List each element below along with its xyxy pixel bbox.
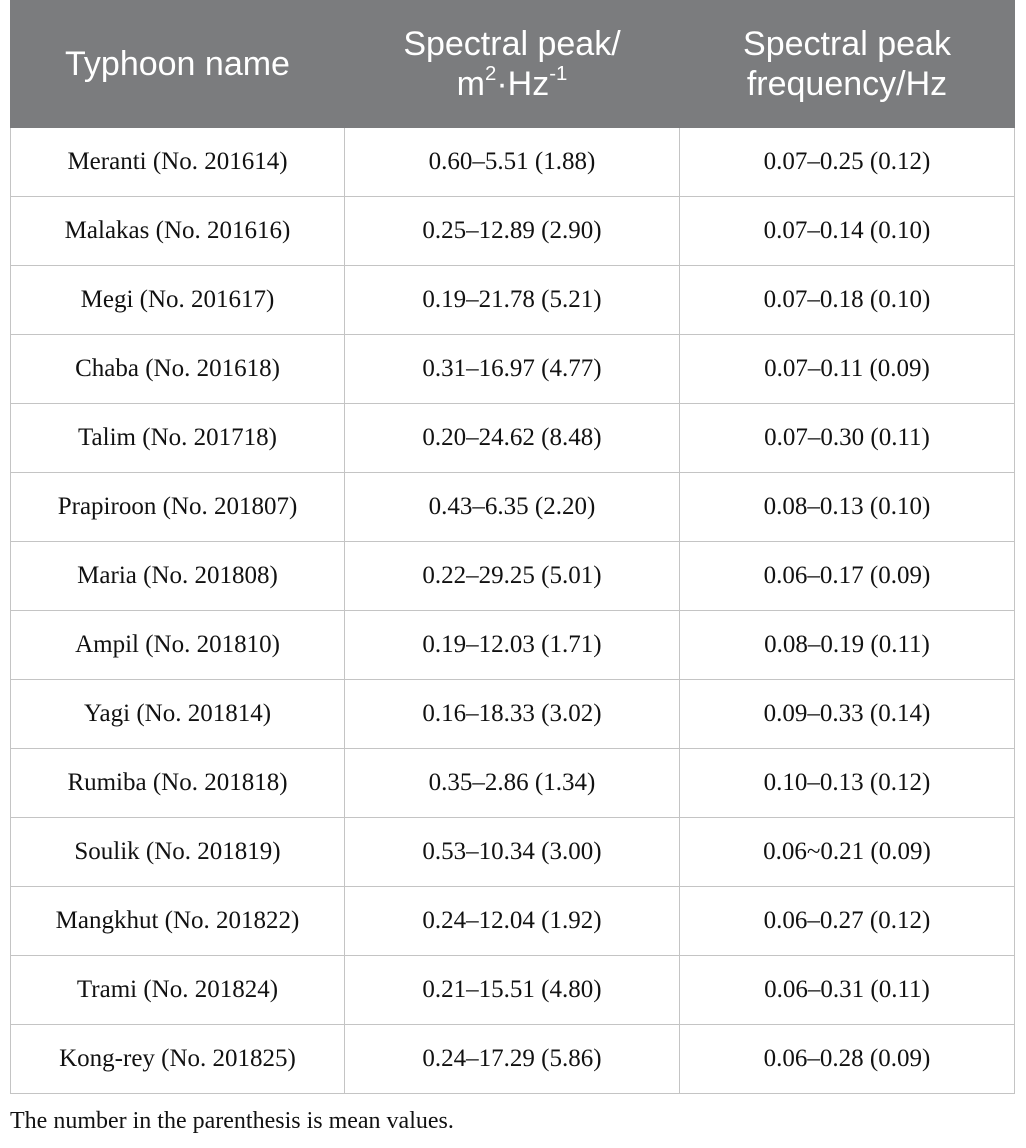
- header-spectral-peak-line1: Spectral peak/: [403, 25, 621, 63]
- cell-spectral-peak: 0.43–6.35 (2.20): [345, 473, 680, 542]
- cell-spectral-peak: 0.19–12.03 (1.71): [345, 611, 680, 680]
- cell-peak-frequency: 0.06–0.27 (0.12): [680, 887, 1015, 956]
- cell-spectral-peak: 0.19–21.78 (5.21): [345, 266, 680, 335]
- cell-spectral-peak: 0.24–12.04 (1.92): [345, 887, 680, 956]
- cell-typhoon-name: Yagi (No. 201814): [11, 680, 345, 749]
- cell-peak-frequency: 0.06–0.28 (0.09): [680, 1025, 1015, 1094]
- table-row: [11, 611, 1015, 680]
- table-row: [11, 473, 1015, 542]
- table-row: [11, 266, 1015, 335]
- header-row: [11, 1, 1015, 128]
- table-row: [11, 749, 1015, 818]
- header-spectral-peak: [345, 1, 680, 128]
- table-container: [10, 0, 1014, 1094]
- table-row: [11, 1025, 1015, 1094]
- cell-spectral-peak: 0.53–10.34 (3.00): [345, 818, 680, 887]
- header-spectral-peak-frequency: [680, 1, 1015, 128]
- cell-peak-frequency: 0.07–0.14 (0.10): [680, 197, 1015, 266]
- table-row: [11, 542, 1015, 611]
- cell-typhoon-name: Meranti (No. 201614): [11, 128, 345, 197]
- header-spectral-peak-unit-exp1: 2: [484, 62, 497, 85]
- header-typhoon-name-label: Typhoon name: [65, 45, 290, 83]
- cell-peak-frequency: 0.07–0.30 (0.11): [680, 404, 1015, 473]
- table-row: [11, 404, 1015, 473]
- header-frequency-line1: Spectral peak: [743, 25, 951, 63]
- cell-typhoon-name: Ampil (No. 201810): [11, 611, 345, 680]
- cell-typhoon-name: Mangkhut (No. 201822): [11, 887, 345, 956]
- table-row: [11, 680, 1015, 749]
- header-typhoon-name: [11, 1, 345, 128]
- table-header: [11, 1, 1015, 128]
- cell-typhoon-name: Prapiroon (No. 201807): [11, 473, 345, 542]
- table-row: [11, 335, 1015, 404]
- table-row: [11, 818, 1015, 887]
- cell-typhoon-name: Rumiba (No. 201818): [11, 749, 345, 818]
- header-spectral-peak-unit-exp2: -1: [549, 62, 568, 85]
- cell-peak-frequency: 0.07–0.25 (0.12): [680, 128, 1015, 197]
- cell-peak-frequency: 0.06–0.31 (0.11): [680, 956, 1015, 1025]
- cell-peak-frequency: 0.10–0.13 (0.12): [680, 749, 1015, 818]
- cell-typhoon-name: Malakas (No. 201616): [11, 197, 345, 266]
- cell-typhoon-name: Talim (No. 201718): [11, 404, 345, 473]
- table-footnote: The number in the parenthesis is mean values.: [10, 1108, 454, 1134]
- table-body: [11, 128, 1015, 1094]
- table-row: [11, 197, 1015, 266]
- cell-typhoon-name: Kong-rey (No. 201825): [11, 1025, 345, 1094]
- table-row: [11, 128, 1015, 197]
- cell-spectral-peak: 0.24–17.29 (5.86): [345, 1025, 680, 1094]
- cell-typhoon-name: Soulik (No. 201819): [11, 818, 345, 887]
- cell-peak-frequency: 0.08–0.19 (0.11): [680, 611, 1015, 680]
- cell-typhoon-name: Trami (No. 201824): [11, 956, 345, 1025]
- cell-spectral-peak: 0.35–2.86 (1.34): [345, 749, 680, 818]
- cell-spectral-peak: 0.16–18.33 (3.02): [345, 680, 680, 749]
- header-frequency-line2: frequency/Hz: [746, 65, 948, 103]
- cell-typhoon-name: Chaba (No. 201618): [11, 335, 345, 404]
- table-row: [11, 956, 1015, 1025]
- cell-spectral-peak: 0.22–29.25 (5.01): [345, 542, 680, 611]
- cell-spectral-peak: 0.25–12.89 (2.90): [345, 197, 680, 266]
- cell-peak-frequency: 0.06~0.21 (0.09): [680, 818, 1015, 887]
- cell-spectral-peak: 0.21–15.51 (4.80): [345, 956, 680, 1025]
- cell-spectral-peak: 0.60–5.51 (1.88): [345, 128, 680, 197]
- header-spectral-peak-unit-base: m: [456, 65, 485, 103]
- cell-peak-frequency: 0.09–0.33 (0.14): [680, 680, 1015, 749]
- header-spectral-peak-unit-mid: ·Hz: [496, 65, 550, 103]
- cell-typhoon-name: Megi (No. 201617): [11, 266, 345, 335]
- cell-peak-frequency: 0.06–0.17 (0.09): [680, 542, 1015, 611]
- typhoon-spectral-table: [10, 0, 1015, 1094]
- cell-peak-frequency: 0.07–0.18 (0.10): [680, 266, 1015, 335]
- table-row: [11, 887, 1015, 956]
- cell-peak-frequency: 0.07–0.11 (0.09): [680, 335, 1015, 404]
- cell-peak-frequency: 0.08–0.13 (0.10): [680, 473, 1015, 542]
- cell-spectral-peak: 0.20–24.62 (8.48): [345, 404, 680, 473]
- cell-typhoon-name: Maria (No. 201808): [11, 542, 345, 611]
- cell-spectral-peak: 0.31–16.97 (4.77): [345, 335, 680, 404]
